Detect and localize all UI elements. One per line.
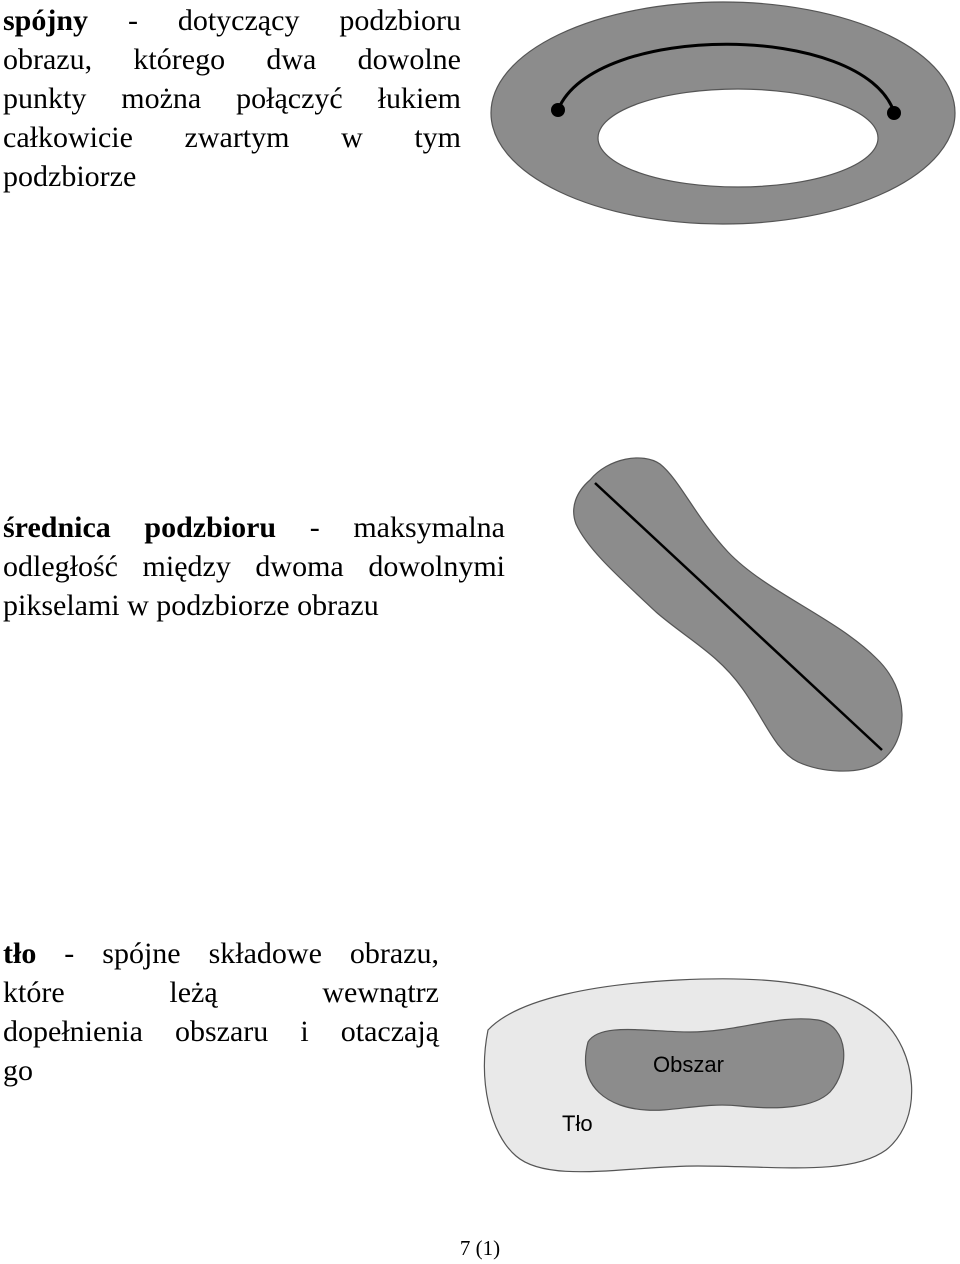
annulus-hole — [598, 89, 878, 187]
region-label: Obszar — [653, 1052, 724, 1077]
arc-endpoint-left — [551, 103, 565, 117]
arc-endpoint-right — [887, 106, 901, 120]
definition-text: spójne składowe obrazu, — [102, 937, 439, 970]
definition-line: dopełnienia obszaru i otaczają — [3, 1015, 439, 1048]
connected-set-figure — [488, 0, 958, 232]
definition-connected — [3, 1, 461, 196]
definition-text: maksymalna — [353, 511, 505, 544]
definition-line — [3, 1, 461, 40]
definition-line: odległość między dwoma dowolnymi — [3, 550, 505, 583]
definition-line: pikselami w podzbiorze obrazu — [3, 589, 379, 622]
diameter-line — [595, 483, 882, 750]
diameter-figure — [568, 450, 913, 780]
definition-separator: - — [88, 4, 178, 37]
definition-line: całkowicie zwartym w tym — [3, 121, 461, 154]
definition-term: średnica podzbioru — [3, 511, 277, 544]
definition-line: punkty można połączyć łukiem — [3, 82, 461, 115]
definition-line: go — [3, 1054, 33, 1087]
definition-separator: - — [36, 937, 103, 970]
definition-line — [3, 934, 439, 973]
definition-term: spójny — [3, 4, 89, 37]
definition-term: tło — [3, 937, 37, 970]
page-number: 7 (1) — [459, 1236, 501, 1260]
background-label: Tło — [562, 1111, 593, 1136]
definition-line: które leżą wewnątrz — [3, 976, 439, 1009]
definition-line: podzbiorze — [3, 160, 137, 193]
definition-line: obrazu, którego dwa dowolne — [3, 43, 461, 76]
definition-background — [3, 934, 439, 1090]
definition-diameter — [3, 508, 505, 625]
definition-text: dotyczący podzbioru — [177, 4, 461, 37]
definition-line — [3, 508, 505, 547]
definition-separator: - — [276, 511, 354, 544]
